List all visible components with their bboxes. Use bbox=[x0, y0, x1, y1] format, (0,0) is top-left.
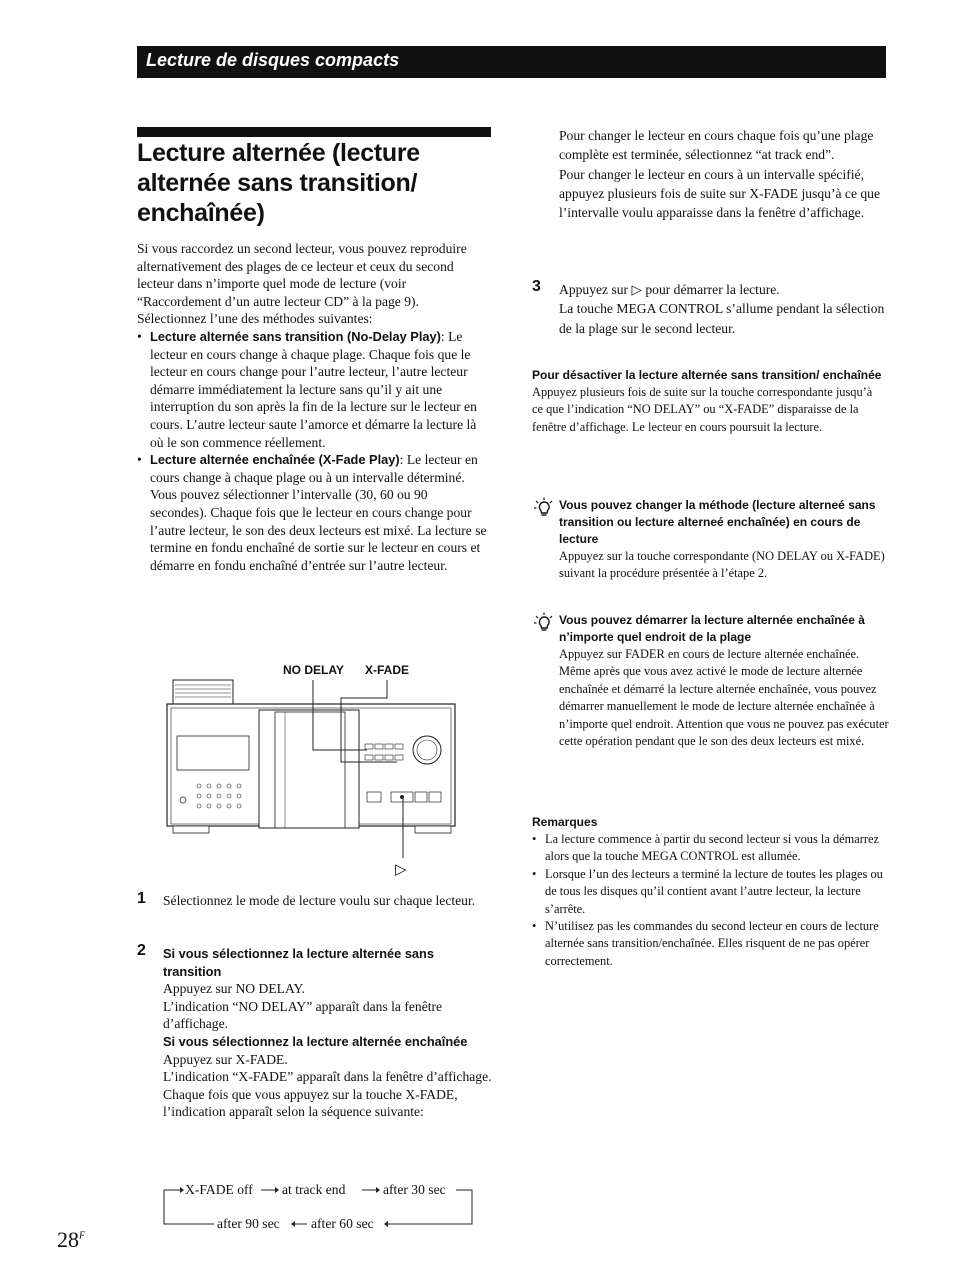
tip-2 bbox=[559, 612, 889, 750]
step-3-line: Appuyez sur ▷ pour démarrer la lecture. bbox=[559, 282, 780, 297]
step-2-content bbox=[163, 945, 493, 1121]
step-1-text: Sélectionnez le mode de lecture voulu sur chaque lecteur. bbox=[163, 893, 476, 908]
bullet-term: Lecture alternée enchaînée (X-Fade Play) bbox=[150, 452, 400, 468]
lightbulb-icon bbox=[533, 497, 555, 519]
play-icon: ▷ bbox=[631, 282, 642, 297]
continued-paragraph: Pour changer le lecteur en cours à un intervalle spécifié, appuyez plusieurs fois de suite sur X-FADE jusqu’à ce que l’intervalle voulu apparaisse dans la fenêtre d’affichage. bbox=[559, 166, 881, 221]
bullet-term: Lecture alternée sans transition (No-Delay Play) bbox=[150, 328, 441, 344]
deactivate-section bbox=[532, 367, 886, 436]
lightbulb-icon bbox=[533, 612, 555, 634]
intro-text bbox=[137, 240, 487, 574]
bullet-text: Le lecteur en cours change à chaque plage. Chaque fois que le lecteur en cours change pour l’autre lecteur, l’autre lecteur démarre immédiatement la lecture sans qu’il y ait une interruption du son après la fin de la lecture sur le lecteur en cours. L’autre lecteur saute l’amorce et démarre la lecture là où le son commence réellement. bbox=[150, 328, 477, 450]
step-3-content bbox=[559, 280, 887, 338]
note-item: • N’utilisez pas les commandes du second lecteur en cours de lecture alternée sans transition/enchaînée. Elles risquent de ne pas opérer correctement. bbox=[532, 919, 879, 968]
bullet-x-fade: • Lecture alternée enchaînée (X-Fade Play): Le lecteur en cours change à chaque plage ou à un intervalle déterminé. Vous pouvez sélectionner l’intervalle (30, 60 ou 90 secondes). Chaque fois que le lecteur en cours change pour l’autre lecteur, le son des deux lecteurs est mixé. La lecture se termine en fondu enchaîné de sortie sur le lecteur en cours et démarre en fondu enchaîné d’entrée sur l’autre lecteur. bbox=[137, 452, 487, 573]
page-suffix: F bbox=[79, 1230, 86, 1242]
intro-paragraph: Si vous raccordez un second lecteur, vous pouvez reproduire alternativement des plages de ce lecteur et ceux du second lecteur dans n’importe quel mode de lecture (voir “Raccordement d’un autre lecteur CD” à la page 9). bbox=[137, 241, 467, 309]
tip-2-text: Appuyez sur FADER en cours de lecture alternée enchaînée. bbox=[559, 647, 860, 661]
cd-player-illustration bbox=[165, 662, 465, 892]
note-item: • Lorsque l’un des lecteurs a terminé la lecture de toutes les plages ou de tous les disques qu’il contient avant l’autre lecteur, la lecture s’arrête. bbox=[532, 866, 883, 916]
play-icon: ▷ bbox=[395, 862, 407, 878]
tip-2-text: Même après que vous avez activé le mode de lecture alternée enchaînée et démarré la lecture alternée enchaînée, vous pouvez démarrer manuellement le mode de lecture alternée enchaînée à n’importe quel endroit. Attention que vous ne pouvez pas exécuter cette opération pendant que le son des deux lecteurs est mixé. bbox=[559, 664, 889, 749]
step-2-line: Appuyez sur NO DELAY. bbox=[163, 981, 305, 997]
deactivate-text: Appuyez plusieurs fois de suite sur la touche correspondante jusqu’à ce que l’indication “NO DELAY” ou “X-FADE” disparaisse de la fenêtre d’affichage. Le lecteur en cours poursuit la lecture. bbox=[532, 385, 873, 434]
tip-2-icon bbox=[533, 612, 555, 639]
notes-section bbox=[532, 814, 888, 970]
step-2-line: Chaque fois que vous appuyez sur la touche X-FADE, l’indication apparaît selon la séquence suivante: bbox=[163, 1086, 458, 1120]
step-2-line: Appuyez sur X-FADE. bbox=[163, 1051, 288, 1067]
continued-paragraph: Pour changer le lecteur en cours chaque fois qu’une plage complète est terminée, sélectionnez “at track end”. bbox=[559, 128, 874, 163]
tip-1-heading: Vous pouvez changer la méthode (lecture alterneé sans transition ou lecture alterneé enchaînée) en cours de lecture bbox=[559, 498, 876, 546]
section-header-title: Lecture de disques compacts bbox=[146, 50, 400, 70]
page-title: Lecture alternée (lecture alternée sans transition/ enchaînée) bbox=[137, 139, 420, 227]
step-2-heading-no-delay: Si vous sélectionnez la lecture alternée sans transition bbox=[163, 946, 434, 979]
label-no-delay: NO DELAY bbox=[283, 663, 344, 677]
deactivate-heading: Pour désactiver la lecture alternée sans transition/ enchaînée bbox=[532, 368, 882, 382]
bullet-text: Le lecteur en cours change à chaque plage ou à un intervalle déterminé. Vous pouvez sélectionner l’intervalle (30, 60 ou 90 secondes). Chaque fois que le lecteur en cours change pour l’autre lecteur, le son des deux lecteurs est mixé. La lecture se termine en fondu enchaîné de sortie sur le lecteur en cours et démarre en fondu enchaîné d’entrée sur l’autre lecteur. bbox=[150, 452, 487, 573]
page-number: $28^F$ bbox=[57, 1227, 86, 1252]
note-item: • La lecture commence à partir du second lecteur si vous la démarrez alors que la touche MEGA CONTROL est allumée. bbox=[532, 832, 880, 864]
label-x-fade: X-FADE bbox=[365, 663, 410, 677]
sequence-at-track-end: at track end bbox=[282, 1182, 346, 1197]
notes-heading: Remarques bbox=[532, 815, 598, 829]
sequence-after-30: after 30 sec bbox=[383, 1182, 446, 1197]
sequence-after-90: after 90 sec bbox=[217, 1216, 280, 1231]
intro-instruction: Sélectionnez l’une des méthodes suivantes: bbox=[137, 311, 373, 327]
sequence-after-60: after 60 sec bbox=[311, 1216, 374, 1231]
tip-1-text: Appuyez sur la touche correspondante (NO DELAY ou X-FADE) suivant la procédure présentée à l’étape 2. bbox=[559, 549, 885, 581]
step-3-number: 3 bbox=[532, 278, 541, 295]
step-2-number: 2 bbox=[137, 942, 146, 959]
step-1-number: 1 bbox=[137, 890, 146, 907]
tip-2-heading: Vous pouvez démarrer la lecture alternée enchaînée à n’importe quel endroit de la plage bbox=[559, 613, 865, 644]
tip-1 bbox=[559, 497, 889, 583]
step-3-line: La touche MEGA CONTROL s’allume pendant la sélection de la plage sur le second lecteur. bbox=[559, 301, 885, 336]
cd-player-figure bbox=[165, 662, 465, 892]
step-2-heading-x-fade: Si vous sélectionnez la lecture alternée enchaînée bbox=[163, 1033, 468, 1049]
step-2-continued bbox=[559, 126, 887, 222]
sequence-xfade-off: X-FADE off bbox=[185, 1182, 253, 1197]
bullet-no-delay: • Lecture alternée sans transition (No-Delay Play): Le lecteur en cours change à chaque plage. Chaque fois que le lecteur en cours change pour l’autre lecteur, l’autre lecteur démarre immédiatement la lecture sans qu’il y ait une interruption du son après la fin de la lecture sur le lecteur en cours. L’autre lecteur saute l’amorce et démarre la lecture là où le son commence réellement. bbox=[137, 328, 477, 450]
tip-1-icon bbox=[533, 497, 555, 524]
title-rule bbox=[137, 127, 491, 137]
step-2-line: L’indication “NO DELAY” apparaît dans la fenêtre d’affichage. bbox=[163, 998, 443, 1032]
step-2-line: L’indication “X-FADE” apparaît dans la fenêtre d’affichage. bbox=[163, 1069, 492, 1085]
x-fade-sequence bbox=[160, 1178, 480, 1230]
